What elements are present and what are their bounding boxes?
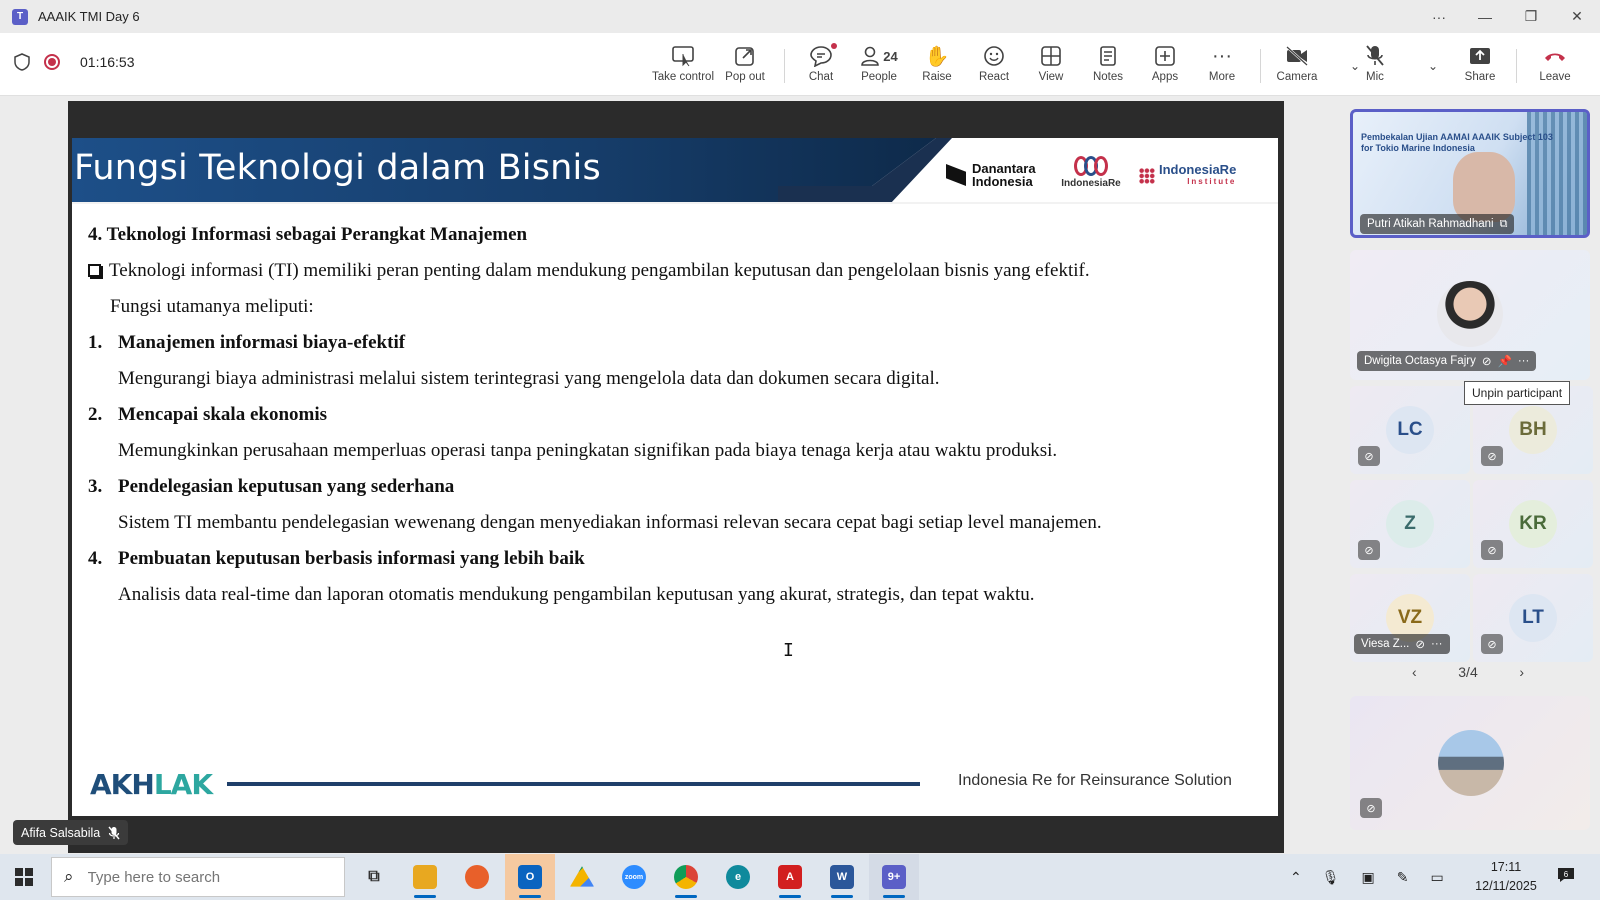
- unpin-tooltip: Unpin participant: [1464, 381, 1570, 405]
- mic-off-icon: ⊘: [1360, 798, 1382, 818]
- list-item-number: 1.: [88, 332, 103, 353]
- indonesiare-logo: [1056, 156, 1126, 189]
- hand-icon: ✋: [924, 45, 950, 68]
- toolbar-divider: [1260, 49, 1261, 83]
- recording-icon: [44, 54, 60, 70]
- close-button[interactable]: ✕: [1571, 8, 1583, 24]
- more-options-icon[interactable]: ···: [1431, 638, 1443, 650]
- avatar: [1438, 730, 1504, 796]
- background-image: [1527, 112, 1587, 238]
- chevron-up-icon[interactable]: ⌃: [1290, 868, 1302, 885]
- pop-out-label: Pop out: [725, 71, 765, 83]
- mic-off-icon: ⊘: [1358, 540, 1380, 560]
- meeting-timer: 01:16:53: [80, 54, 135, 70]
- list-item-title: Pendelegasian keputusan yang sederhana: [118, 476, 455, 497]
- teams-button[interactable]: [869, 854, 919, 900]
- more-label: More: [1208, 71, 1236, 83]
- edge-icon: e: [726, 865, 750, 889]
- task-view-icon: ⧉: [368, 868, 380, 885]
- participant-tile-dwigita[interactable]: [1350, 250, 1590, 380]
- task-view-button[interactable]: [349, 854, 399, 900]
- outlook-icon: O: [518, 865, 542, 889]
- window-controls: [1416, 0, 1600, 33]
- list-item-title: Manajemen informasi biaya-efektif: [118, 332, 406, 353]
- zoom-icon: zoom: [622, 865, 646, 889]
- avatar-initials: VZ: [1386, 594, 1434, 642]
- mic-options-chevron-icon[interactable]: ⌄: [1428, 59, 1439, 73]
- section-heading: 4. Teknologi Informasi sebagai Perangkat Manajemen: [88, 224, 528, 245]
- participant-name: Putri Atikah Rahmadhani: [1367, 218, 1494, 230]
- apps-button[interactable]: [1134, 43, 1196, 91]
- list-item-number: 2.: [88, 404, 103, 425]
- title-bar: [0, 0, 1600, 33]
- intro-paragraph: [88, 260, 1090, 282]
- view-label: View: [1038, 71, 1064, 83]
- grid-view-icon: [1040, 43, 1062, 69]
- shield-icon[interactable]: [14, 53, 30, 71]
- participant-tile[interactable]: [1350, 386, 1470, 474]
- taskbar-clock[interactable]: [1466, 858, 1546, 896]
- teams-app-icon: T: [12, 9, 28, 25]
- indonesiare-logo-text: IndonesiaRe: [1061, 178, 1121, 189]
- akhlak-logo-part1: AKH: [90, 768, 154, 801]
- slide-title: Fungsi Teknologi dalam Bisnis: [74, 148, 601, 188]
- akhlak-logo-part2: LAK: [153, 768, 213, 801]
- people-icon: [860, 43, 897, 69]
- participant-tile[interactable]: [1350, 480, 1470, 568]
- more-options-icon[interactable]: ···: [1432, 8, 1446, 25]
- taskbar-search[interactable]: [51, 857, 345, 897]
- edge-button[interactable]: [713, 854, 763, 900]
- search-input[interactable]: [88, 869, 308, 886]
- list-item-number: 4.: [88, 548, 103, 569]
- screen-share-icon: ⧉: [1499, 217, 1508, 230]
- iri-logo-text: IndonesiaRe: [1159, 162, 1237, 177]
- participant-tile[interactable]: [1473, 480, 1593, 568]
- mic-off-icon: [1365, 43, 1385, 69]
- firefox-icon: [465, 865, 489, 889]
- network-icon[interactable]: ▭: [1430, 868, 1444, 885]
- file-explorer-button[interactable]: [400, 854, 450, 900]
- avatar-initials: BH: [1509, 406, 1557, 454]
- react-button[interactable]: [963, 43, 1025, 91]
- chevron-right-icon[interactable]: ›: [1519, 664, 1524, 680]
- avatar-initials: LT: [1509, 594, 1557, 642]
- teams-icon: 9+: [882, 865, 906, 889]
- list-item-title: Mencapai skala ekonomis: [118, 404, 328, 425]
- smiley-icon: [983, 43, 1005, 69]
- mic-off-icon: [108, 826, 120, 840]
- add-app-icon: [1154, 43, 1176, 69]
- people-button[interactable]: [848, 43, 910, 91]
- notes-icon: [1098, 43, 1118, 69]
- participant-tile[interactable]: [1473, 574, 1593, 662]
- participant-tile-putri[interactable]: [1350, 109, 1590, 238]
- pop-out-icon: [734, 43, 756, 69]
- take-control-button[interactable]: [652, 43, 714, 91]
- toolbar-divider: [784, 49, 785, 83]
- page-indicator: 3/4: [1458, 664, 1478, 680]
- footer-tagline: Indonesia Re for Reinsurance Solution: [958, 772, 1232, 789]
- share-icon: [1468, 43, 1492, 69]
- participant-name: Dwigita Octasya Fajry: [1364, 355, 1476, 367]
- iri-logo-subtext: Institute: [1187, 177, 1237, 186]
- notification-count: 6: [1563, 870, 1569, 879]
- zoom-button[interactable]: [609, 854, 659, 900]
- dot-grid-icon: [1139, 168, 1155, 184]
- screen-control-icon: [671, 43, 695, 69]
- avatar-initials: KR: [1509, 500, 1557, 548]
- pop-out-button[interactable]: [714, 43, 776, 91]
- outlook-button[interactable]: [505, 854, 555, 900]
- akhlak-logo: [90, 768, 212, 801]
- share-button[interactable]: [1449, 43, 1511, 91]
- share-label: Share: [1464, 71, 1496, 83]
- list-item-description: Sistem TI membantu pendelegasian wewenang dengan menyediakan informasi relevan secara cepat bagi setiap level manajemen.: [118, 512, 1102, 533]
- toolbar-divider: [1516, 49, 1517, 83]
- file-explorer-icon: [413, 865, 437, 889]
- acrobat-button[interactable]: [765, 854, 815, 900]
- windows-logo-icon: [15, 868, 33, 886]
- acrobat-icon: A: [778, 865, 802, 889]
- more-button[interactable]: [1191, 43, 1253, 91]
- danantara-logo-line1: Danantara: [972, 161, 1036, 176]
- firefox-button[interactable]: [452, 854, 502, 900]
- participant-name-tag: [1354, 634, 1450, 654]
- window-title: AAAIK TMI Day 6: [38, 9, 140, 24]
- notes-label: Notes: [1092, 71, 1124, 83]
- indonesiare-rings-icon: [1056, 156, 1126, 178]
- chat-label: Chat: [808, 71, 834, 83]
- word-icon: W: [830, 865, 854, 889]
- raise-hand-button[interactable]: [906, 43, 968, 91]
- camera-label: Camera: [1276, 71, 1318, 83]
- start-button[interactable]: [0, 854, 48, 900]
- mic-off-icon: ⊘: [1481, 446, 1503, 466]
- avatar-initials: Z: [1386, 500, 1434, 548]
- mic-off-icon: ⊘: [1481, 540, 1503, 560]
- gallery-pager: [1412, 664, 1524, 680]
- list-item-number: 3.: [88, 476, 103, 497]
- indonesiare-institute-logo: [1139, 164, 1236, 188]
- mic-off-icon: ⊘: [1481, 634, 1503, 654]
- participant-name-tag: [1360, 214, 1514, 234]
- chrome-button[interactable]: [661, 854, 711, 900]
- intro-text: Teknologi informasi (TI) memiliki peran penting dalam mendukung pengambilan keputusan dan pengelolaan bisnis yang efektif.: [109, 260, 1090, 281]
- raise-label: Raise: [922, 71, 952, 83]
- pen-icon[interactable]: ✎: [1396, 868, 1409, 885]
- mic-off-icon: ⊘: [1481, 356, 1492, 368]
- text-cursor-icon: I: [783, 640, 794, 661]
- mic-button[interactable]: [1344, 43, 1406, 91]
- camera-off-icon: [1285, 43, 1309, 69]
- list-item-description: Analisis data real-time dan laporan otomatis mendukung pengambilan keputusan yang akurat, strategis, dan tepat waktu.: [118, 584, 1035, 605]
- word-button[interactable]: [817, 854, 867, 900]
- search-icon: ⌕: [64, 867, 74, 886]
- chat-icon: [809, 43, 833, 69]
- avatar-initials: LC: [1386, 406, 1434, 454]
- participant-video: [1453, 152, 1515, 222]
- list-item-description: Memungkinkan perusahaan memperluas operasi tanpa peningkatan signifikan pada biaya tenaga kerja atau waktu produksi.: [118, 440, 1058, 461]
- presenter-name: Afifa Salsabila: [21, 825, 101, 840]
- self-video-tile[interactable]: [1350, 696, 1590, 830]
- people-count: 24: [883, 48, 898, 64]
- participant-tile[interactable]: [1350, 574, 1470, 662]
- footer-divider: [227, 782, 920, 786]
- hang-up-icon: [1542, 43, 1568, 69]
- google-drive-button[interactable]: [557, 854, 607, 900]
- react-label: React: [978, 71, 1010, 83]
- notes-button[interactable]: [1077, 43, 1139, 91]
- clock-date: 12/11/2025: [1475, 879, 1537, 893]
- apps-label: Apps: [1151, 71, 1179, 83]
- mic-label: Mic: [1366, 71, 1384, 83]
- mic-off-icon: ⊘: [1415, 639, 1426, 651]
- meeting-toolbar: [0, 33, 1600, 96]
- checkbox-bullet-icon: [88, 264, 101, 277]
- camera-options-chevron-icon[interactable]: ⌄: [1350, 59, 1361, 73]
- intro-paragraph-2: Fungsi utamanya meliputi:: [110, 296, 314, 317]
- camera-button[interactable]: [1266, 43, 1328, 91]
- list-item-description: Mengurangi biaya administrasi melalui sistem terintegrasi yang mengelola data dan dokumen secara digital.: [118, 368, 940, 389]
- restore-button[interactable]: ❐: [1524, 8, 1538, 24]
- danantara-mark-icon: [946, 164, 966, 186]
- chrome-icon: [674, 865, 698, 889]
- unread-badge: [831, 43, 837, 49]
- mic-off-icon: ⊘: [1358, 446, 1380, 466]
- chat-button[interactable]: [790, 43, 852, 91]
- system-tray: [1290, 854, 1444, 900]
- pin-icon[interactable]: 📌: [1497, 356, 1512, 368]
- participant-name: Viesa Z...: [1361, 638, 1410, 650]
- display-icon[interactable]: ▣: [1361, 868, 1375, 885]
- microphone-icon[interactable]: 🎙: [1321, 868, 1340, 885]
- danantara-logo: [946, 162, 1036, 188]
- clock-time: 17:11: [1490, 860, 1522, 874]
- shared-slide-thumbnail-title: Pembekalan Ujian AAMAI AAAIK Subject 103 for Tokio Marine Indonesia: [1361, 132, 1553, 153]
- minimize-button[interactable]: —: [1478, 8, 1492, 25]
- presenter-name-chip: [13, 820, 128, 845]
- notifications-icon[interactable]: [1556, 866, 1576, 884]
- presentation-slide: [72, 138, 1278, 816]
- leave-button[interactable]: [1524, 43, 1586, 91]
- list-item-title: Pembuatan keputusan berbasis informasi yang lebih baik: [118, 548, 585, 569]
- more-dots-icon: ···: [1212, 44, 1232, 67]
- leave-label: Leave: [1539, 71, 1571, 83]
- danantara-logo-line2: Indonesia: [972, 174, 1033, 189]
- avatar: [1437, 281, 1503, 347]
- google-drive-icon: [570, 865, 594, 889]
- chevron-left-icon[interactable]: ‹: [1412, 664, 1417, 680]
- participant-name-tag: [1357, 351, 1536, 371]
- people-label: People: [861, 71, 897, 83]
- participant-gallery: [1338, 96, 1600, 854]
- more-options-icon[interactable]: ···: [1517, 355, 1530, 367]
- view-button[interactable]: [1020, 43, 1082, 91]
- take-control-label: Take control: [652, 71, 715, 83]
